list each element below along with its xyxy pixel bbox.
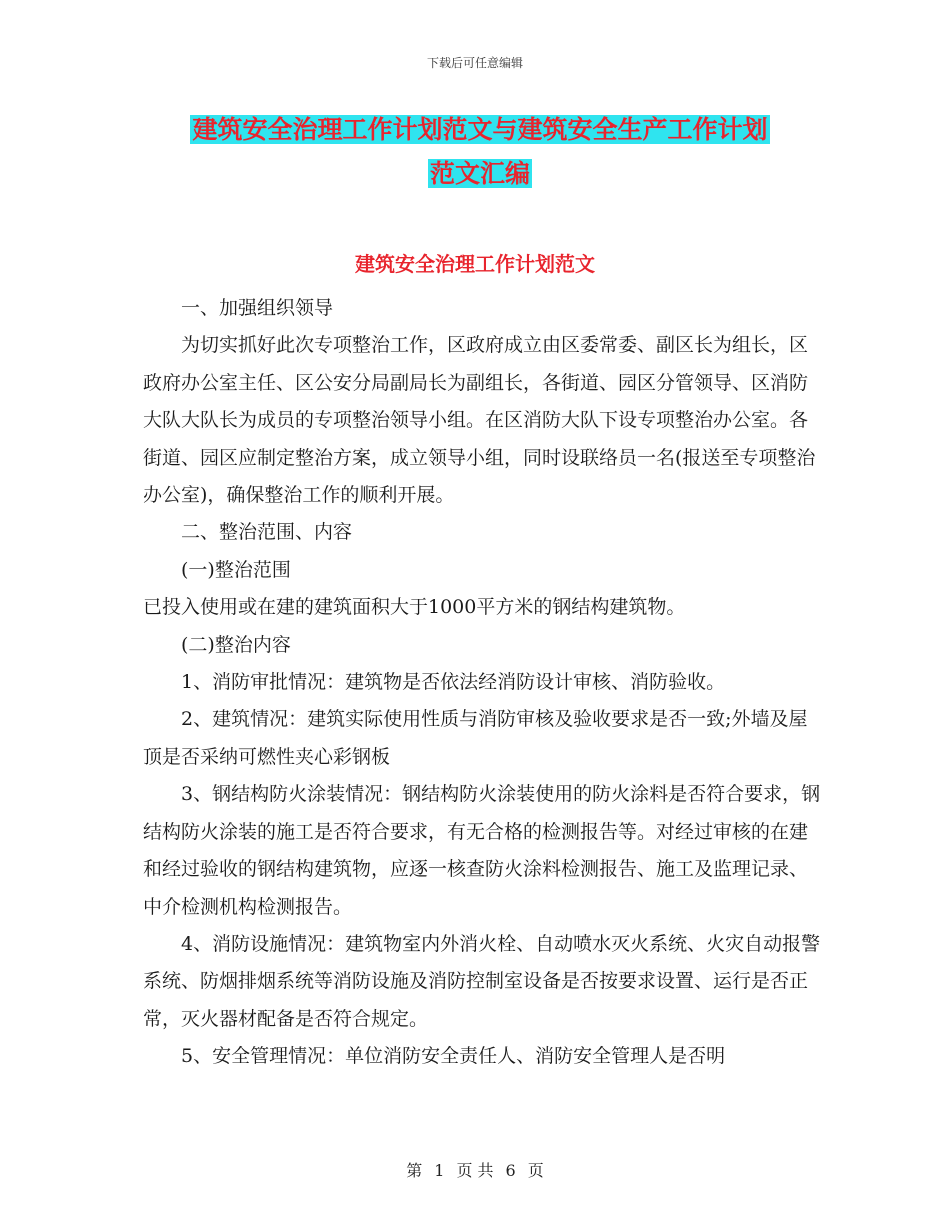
paragraph: (一)整治范围 <box>181 558 291 581</box>
body-text <box>143 290 823 1076</box>
page-footer <box>0 1158 950 1181</box>
main-title-line-2: 范文汇编 <box>429 159 530 188</box>
paragraph: 4、消防设施情况：建筑物室内外消火栓、自动喷水灭火系统、火灾自动报警系统、防烟排烟系统等消防设施及消防控制室设备是否按要求设置、运行是否正常，灭火器材配备是否符合规定。 <box>143 932 821 1030</box>
footer-mid: 页 共 <box>456 1161 494 1180</box>
paragraph: 已投入使用或在建的建筑面积大于1000平方米的钢结构建筑物。 <box>143 596 686 619</box>
section-title: 建筑安全治理工作计划范文 <box>355 252 595 276</box>
paragraph: (二)整治内容 <box>181 633 291 656</box>
paragraph: 1、消防审批情况：建筑物是否依法经消防设计审核、消防验收。 <box>181 671 726 694</box>
footer-suffix: 页 <box>527 1161 544 1180</box>
paragraph: 5、安全管理情况：单位消防安全责任人、消防安全管理人是否明 <box>181 1045 726 1068</box>
paragraph: 2、建筑情况：建筑实际使用性质与消防审核及验收要求是否一致;外墙及屋顶是否采纳可燃性夹心彩钢板 <box>143 708 808 768</box>
paragraph: 二、整治范围、内容 <box>181 521 353 544</box>
paragraph: 3、钢结构防火涂装情况：钢结构防火涂装使用的防火涂料是否符合要求，钢结构防火涂装的施工是否符合要求，有无合格的检测报告等。对经过审核的在建和经过验收的钢结构建筑物，应逐一核查防火涂料检测报告、施工及监理记录、中介检测机构检测报告。 <box>143 783 821 918</box>
paragraph: 为切实抓好此次专项整治工作，区政府成立由区委常委、副区长为组长，区政府办公室主任、区公安分局副局长为副组长，各街道、园区分管领导、区消防大队大队长为成员的专项整治领导小组。在区消防大队下设专项整治办公室。各街道、园区应制定整治方案，成立领导小组，同时设联络员一名(报送至专项整治办公室)，确保整治工作的顺利开展。 <box>143 334 816 507</box>
paragraph: 一、加强组织领导 <box>181 297 334 319</box>
header-note: 下载后可任意编辑 <box>426 56 523 70</box>
total-pages: 6 <box>505 1161 516 1180</box>
footer-prefix: 第 <box>406 1161 423 1180</box>
main-title-line-1: 建筑安全治理工作计划范文与建筑安全生产工作计划 <box>192 115 768 144</box>
page-number: 1 <box>434 1161 445 1180</box>
